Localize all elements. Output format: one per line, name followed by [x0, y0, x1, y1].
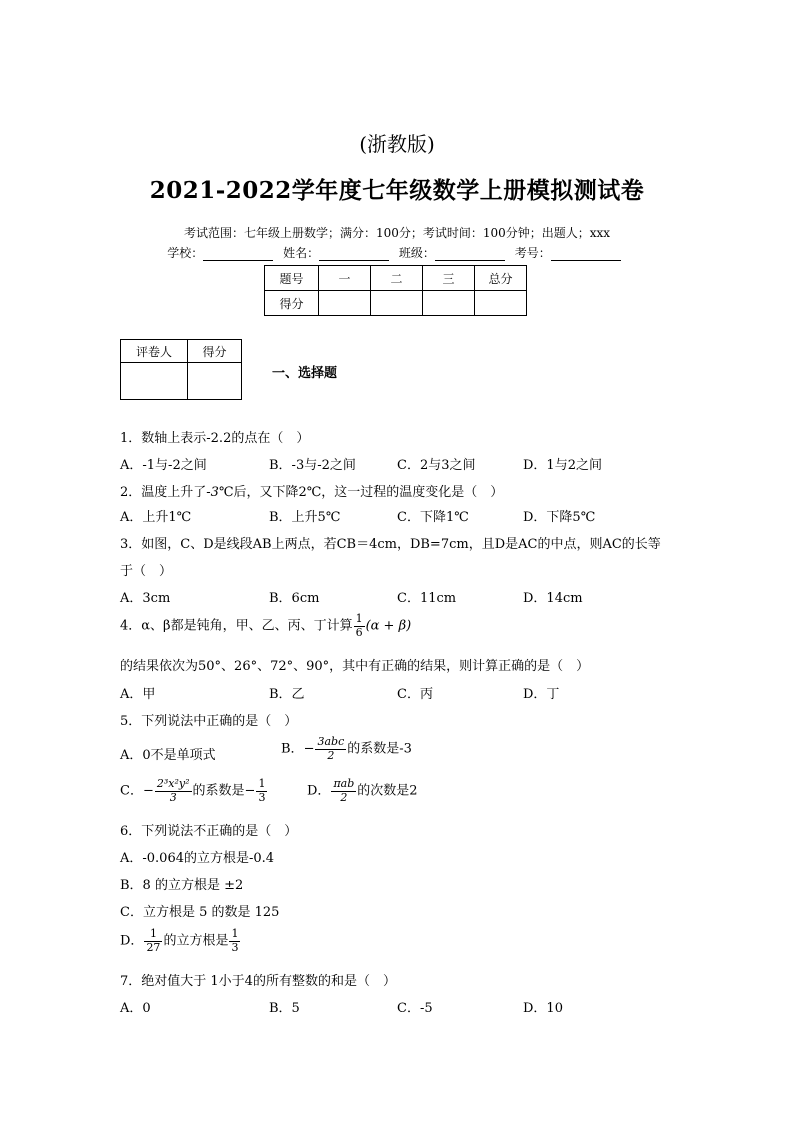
question-1-stem: 1．数轴上表示-2.2的点在（ ）	[120, 431, 310, 446]
question-2-stem	[120, 481, 503, 500]
name-label: 姓名：	[283, 246, 320, 260]
question-4-option-b: B．乙	[269, 687, 305, 702]
question-6-option-a: A．-0.064的立方根是-0.4	[120, 851, 275, 866]
fraction-numerator: 2³x²y²	[156, 777, 190, 790]
question-6-stem: 6．下列说法不正确的是（ ）	[120, 824, 298, 839]
question-4-fraction	[354, 613, 365, 639]
fraction-numerator: 1	[355, 612, 363, 625]
question-5-stem: 5．下列说法中正确的是（ ）	[120, 714, 298, 729]
fraction-denominator: 2	[327, 748, 335, 762]
grader-header-row	[121, 340, 242, 363]
question-2-text-c: ℃后，又下降2℃，这一过程的温度变化是（ ）	[218, 485, 504, 500]
name-blank	[319, 248, 389, 261]
score-cell	[371, 291, 423, 316]
fraction-numerator: 3abc	[317, 735, 345, 748]
question-7-option-c: C．-5	[397, 1001, 433, 1016]
question-4-option-c: C．丙	[397, 687, 433, 702]
fraction-denominator: 6	[355, 625, 363, 639]
exam-meta: 考试范围：七年级上册数学；满分：100分；考试时间：100分钟；出题人；xxx	[183, 226, 611, 240]
question-1-option-d: D．1与2之间	[523, 458, 602, 473]
option-text: 的系数是-3	[347, 741, 412, 757]
question-2-text-a: 2．温度上升了	[120, 485, 207, 500]
question-2-option-a: A．上升1℃	[120, 510, 192, 525]
option-letter: B．	[281, 741, 304, 757]
fraction-numerator: 1	[258, 777, 266, 790]
score-cell	[319, 291, 371, 316]
question-4-option-a: A．甲	[120, 687, 156, 702]
minus-sign: −	[244, 783, 256, 799]
question-7-option-b: B．5	[269, 1001, 300, 1016]
fraction-denominator: 2	[340, 790, 348, 804]
score-header-cell: 二	[371, 266, 423, 291]
score-table-row	[265, 291, 527, 316]
fraction-numerator: πab	[333, 777, 355, 790]
number-label: 考号：	[514, 246, 551, 260]
grader-cell	[188, 363, 242, 400]
question-7-option-d: D．10	[523, 1001, 563, 1016]
score-header-cell: 三	[423, 266, 475, 291]
fraction-denominator: 27	[146, 940, 161, 954]
minus-sign: −	[142, 783, 154, 799]
grader-header-cell: 评卷人	[121, 340, 188, 363]
question-1-option-a: A．-1与-2之间	[120, 458, 207, 473]
number-blank	[551, 248, 621, 261]
grader-cell	[121, 363, 188, 400]
question-2-temperature: -3	[206, 485, 219, 500]
fraction-denominator: 3	[169, 790, 177, 804]
question-3-option-b: B．6cm	[269, 591, 320, 606]
option-letter: D．	[307, 783, 331, 799]
question-5-option-c-coefficient	[256, 778, 267, 804]
score-row-label: 得分	[265, 291, 319, 316]
fraction-numerator: 1	[231, 927, 239, 940]
score-table	[264, 265, 527, 316]
question-6-option-d-fraction	[144, 928, 162, 954]
class-blank	[435, 248, 505, 261]
score-header-cell: 一	[319, 266, 371, 291]
score-header-cell: 总分	[475, 266, 527, 291]
question-6-option-d	[120, 928, 241, 954]
question-4-text: 4．α、β都是钝角，甲、乙、丙、丁计算	[120, 618, 353, 634]
score-header-cell: 题号	[265, 266, 319, 291]
school-blank	[203, 248, 273, 261]
option-text: 的系数是	[192, 783, 245, 799]
option-text: 的次数是2	[357, 783, 418, 799]
fraction-denominator: 3	[258, 790, 266, 804]
question-6-option-c: C．立方根是 5 的数是 125	[120, 905, 280, 920]
student-info-line	[0, 244, 794, 261]
question-3-stem-line-2: 于（ ）	[120, 564, 173, 579]
question-5-option-d	[307, 778, 418, 804]
question-2-option-b: B．上升5℃	[269, 510, 341, 525]
grader-table	[120, 339, 242, 400]
question-3-option-c: C．11cm	[397, 591, 457, 606]
question-5-option-c	[120, 778, 268, 804]
question-4-stem-line-1	[120, 613, 411, 639]
option-text: 的立方根是	[163, 933, 229, 949]
grader-header-cell: 得分	[188, 340, 242, 363]
question-5-option-c-fraction	[155, 778, 192, 804]
score-table-header-row	[265, 266, 527, 291]
option-letter: C．	[120, 783, 143, 799]
fraction-denominator: 3	[231, 940, 239, 954]
fraction-numerator: 1	[144, 928, 162, 942]
question-5-option-d-fraction	[331, 778, 356, 804]
option-letter: D．	[120, 933, 144, 949]
question-1-option-c: C．2与3之间	[397, 458, 476, 473]
question-7-option-a: A．0	[120, 1001, 151, 1016]
question-5-option-b	[281, 736, 412, 762]
question-1-option-b: B．-3与-2之间	[269, 458, 356, 473]
question-4-option-d: D．丁	[523, 687, 560, 702]
section-title: 一、选择题	[272, 366, 338, 381]
question-2-option-d: D．下降5℃	[523, 510, 596, 525]
class-label: 班级：	[398, 246, 435, 260]
grader-row	[121, 363, 242, 400]
question-4-stem-line-2: 的结果依次为50°、26°、72°、90°，其中有正确的结果，则计算正确的是（ ）	[120, 659, 590, 674]
score-cell	[423, 291, 475, 316]
question-2-option-c: C．下降1℃	[397, 510, 469, 525]
question-4-expression: (α + β)	[365, 618, 412, 634]
question-3-option-d: D．14cm	[523, 591, 583, 606]
question-7-stem: 7．绝对值大于 1小于4的所有整数的和是（ ）	[120, 974, 396, 989]
question-6-option-b: B．8 的立方根是 ±2	[120, 878, 244, 893]
page-title: 2021-2022学年度七年级数学上册模拟测试卷	[149, 177, 645, 204]
school-label: 学校：	[167, 246, 204, 260]
question-3-option-a: A．3cm	[120, 591, 171, 606]
question-6-option-d-root	[229, 928, 240, 954]
question-3-stem-line-1: 3．如图，C、D是线段AB上两点，若CB＝4cm，DB=7cm，且D是AC的中点，则AC的长等	[120, 537, 661, 552]
question-5-option-a: A．0不是单项式	[120, 748, 216, 763]
publisher-label: (浙教版)	[359, 132, 435, 156]
score-cell	[475, 291, 527, 316]
question-5-option-b-fraction	[315, 736, 346, 762]
minus-sign: −	[303, 741, 315, 757]
